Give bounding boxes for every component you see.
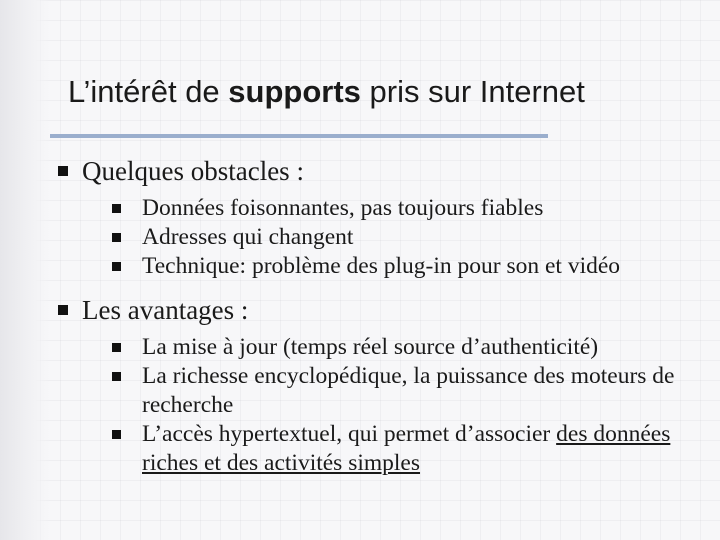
square-bullet-icon: [112, 204, 121, 213]
title-prefix: L’intérêt de: [68, 74, 229, 109]
list-item: [108, 252, 718, 281]
square-bullet-icon: [112, 372, 121, 381]
title-suffix: pris sur Internet: [360, 74, 585, 109]
section-heading-advantages: Les avantages :: [82, 295, 249, 325]
list-item-text: Données foisonnantes, pas toujours fiables: [142, 195, 544, 221]
main-bullet-list: [54, 148, 718, 478]
square-bullet-icon: [112, 262, 121, 271]
list-item-text: La mise à jour (temps réel source d’authenticité): [142, 334, 599, 360]
square-bullet-icon: [112, 430, 121, 439]
list-item-text: Adresses qui changent: [142, 224, 354, 250]
square-bullet-icon: [58, 166, 68, 176]
section-advantages: [54, 287, 718, 478]
list-item: [108, 223, 718, 252]
activities-link[interactable]: des données riches et des activités simples: [142, 421, 671, 476]
square-bullet-icon: [58, 305, 68, 315]
section-heading-obstacles: Quelques obstacles :: [82, 156, 304, 186]
list-item: [108, 333, 718, 362]
list-item-text: L’accès hypertextuel, qui permet d’associer: [142, 421, 557, 447]
list-item-text: Technique: problème des plug-in pour son et vidéo: [142, 253, 621, 279]
obstacles-list: [82, 194, 718, 281]
left-decor-band: [0, 0, 50, 540]
advantages-list: [82, 333, 718, 478]
square-bullet-icon: [112, 343, 121, 352]
square-bullet-icon: [112, 233, 121, 242]
section-obstacles: [54, 148, 718, 281]
slide-title: [68, 74, 585, 110]
title-bold-word: supports: [228, 74, 361, 109]
list-item: [108, 362, 718, 420]
list-item: [108, 420, 718, 478]
slide-content: [54, 148, 718, 484]
list-item: [108, 194, 718, 223]
title-rule: [50, 134, 548, 138]
list-item-text: La richesse encyclopédique, la puissance des moteurs de recherche: [142, 363, 675, 418]
